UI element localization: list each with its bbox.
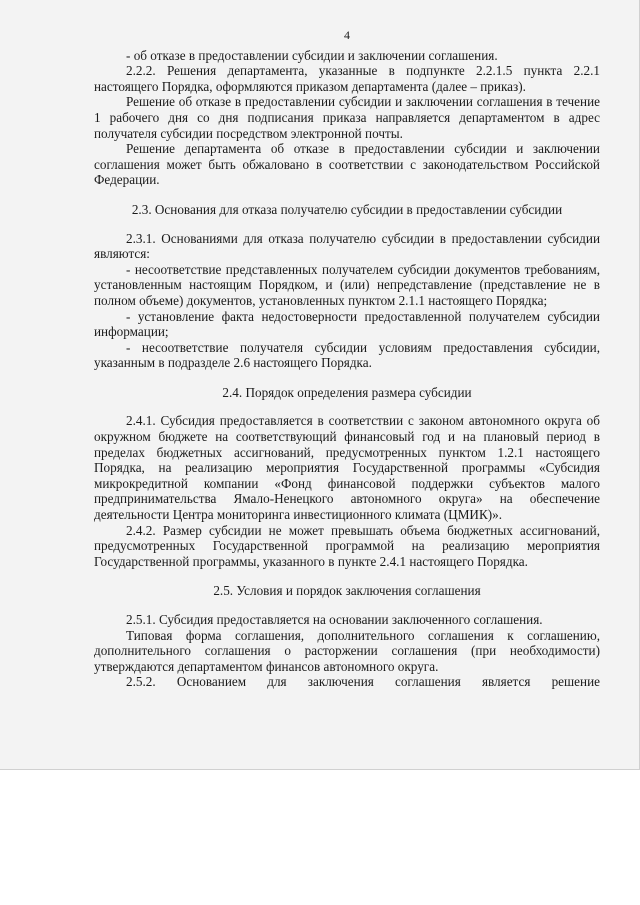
section-heading: 2.5. Условия и порядок заключения соглашения <box>213 583 481 599</box>
page-content <box>94 28 600 690</box>
paragraph: 2.4.1. Субсидия предоставляется в соответствии с законом автономного округа об окружном бюджете на соответствующий финансовый год и на плановый период в пределах бюджетных ассигнований, предусмотренных пунктом 1.2.1 настоящего Порядка, на реализацию мероприятия Государственной программы «Субсидия микрокредитной компании «Фонд финансовой поддержки субъектов малого предпринимательства Ямало-Ненецкого автономного округа» на обеспечение деятельности Центра мониторинга инвестиционного климата (ЦМИК)». <box>94 413 600 523</box>
paragraph: Типовая форма соглашения, дополнительного соглашения к соглашению, дополнительного соглашения о расторжении соглашения (при необходимости) утверждаются департаментом финансов автономного округа. <box>94 627 600 674</box>
paragraph: Решение департамента об отказе в предоставлении субсидии и заключении соглашения может быть обжаловано в соответствии с законодательством Российской Федерации. <box>94 141 600 188</box>
page-number: 4 <box>344 28 350 42</box>
list-item: - несоответствие получателя субсидии условиям предоставления субсидии, указанным в подразделе 2.6 настоящего Порядка. <box>94 339 600 371</box>
paragraph: 2.5.2. Основанием для заключения соглашения является решение <box>126 674 600 690</box>
paragraph: 2.2.2. Решения департамента, указанные в подпункте 2.2.1.5 пункта 2.2.1 настоящего Порядка, оформляются приказом департамента (далее – приказ). <box>94 63 600 94</box>
list-item: - установление факта недостоверности предоставленной получателем субсидии информации; <box>94 308 600 340</box>
paragraph: 2.5.1. Субсидия предоставляется на основании заключенного соглашения. <box>126 612 543 627</box>
section-heading: 2.3. Основания для отказа получателю субсидии в предоставлении субсидии <box>131 201 563 217</box>
section-heading: 2.4. Порядок определения размера субсидии <box>222 384 472 400</box>
list-item: - несоответствие представленных получателем субсидии документов требованиям, установленным настоящим Порядком, и (или) непредставление (представление не в полном объеме) документов, установленных пунктом 2.1.1 настоящего Порядка; <box>94 261 600 308</box>
paragraph: 2.3.1. Основаниями для отказа получателю субсидии в предоставлении субсидии являются: <box>94 230 600 262</box>
paragraph: Решение об отказе в предоставлении субсидии и заключении соглашения в течение 1 рабочего дня со дня подписания приказа направляется департаментом в адрес получателя субсидии посредством электронной почты. <box>94 94 600 141</box>
paragraph: - об отказе в предоставлении субсидии и заключении соглашения. <box>126 47 498 63</box>
paragraph: 2.4.2. Размер субсидии не может превышать объема бюджетных ассигнований, предусмотренных Государственной программой на реализацию мероприятия Государственной программы, указанного в пункте 2.4.1 настоящего Порядка. <box>94 522 600 569</box>
